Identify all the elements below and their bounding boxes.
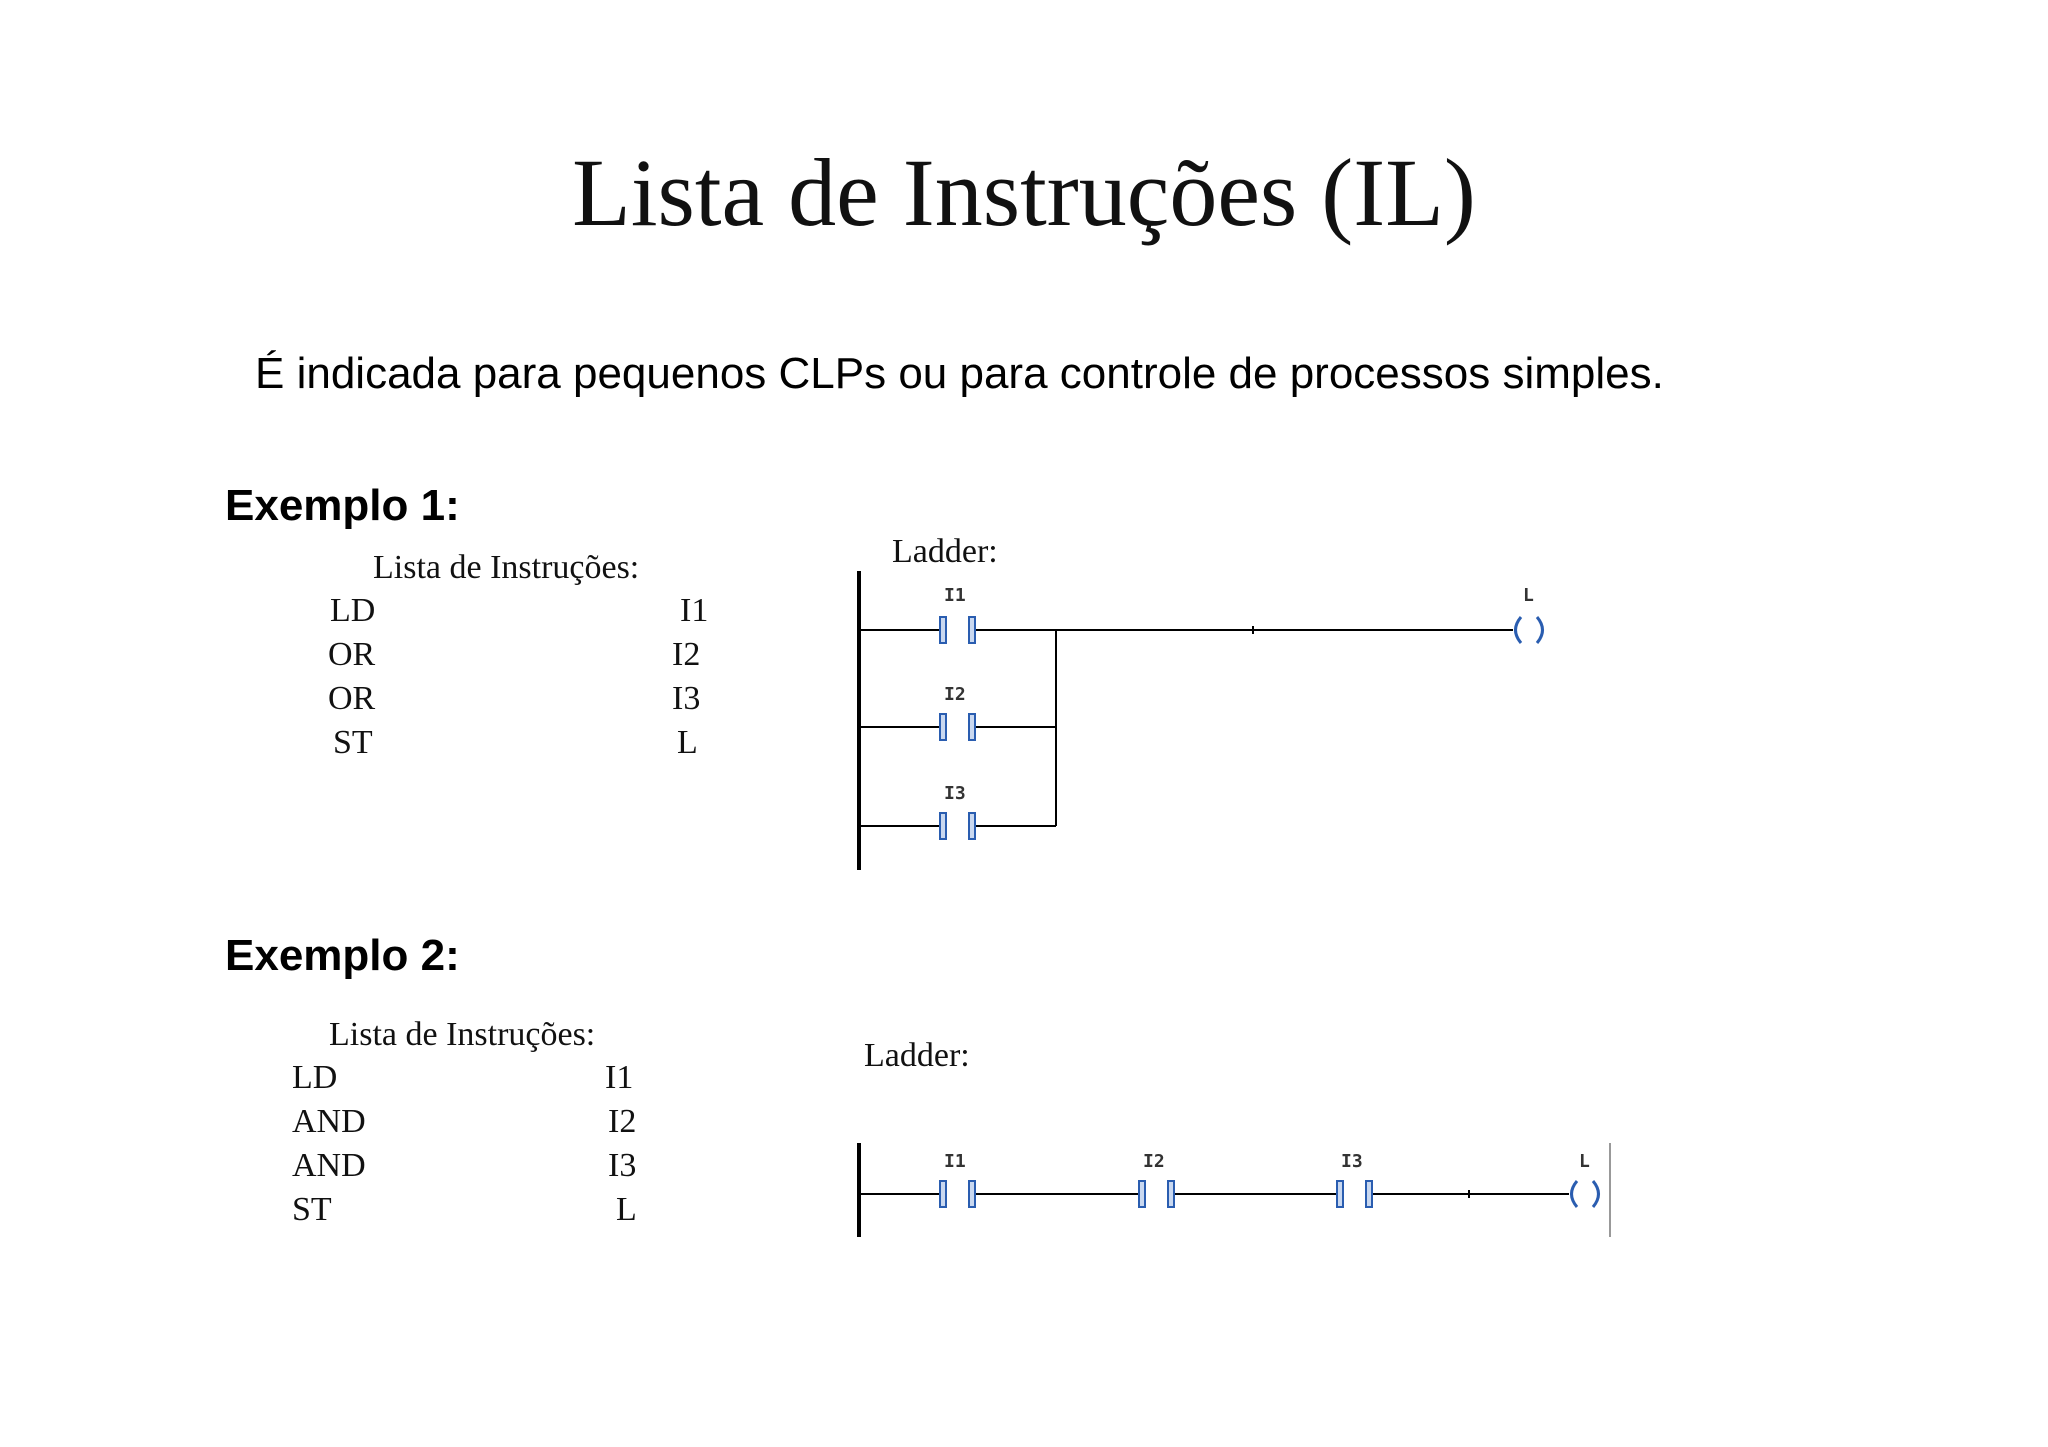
- ladder-2-contact-i2: [1139, 1181, 1174, 1207]
- ladder-2-tag-i3: I3: [1341, 1151, 1363, 1172]
- example-2-op-1: LD: [292, 1059, 338, 1096]
- example-2-operand-4: L: [616, 1191, 637, 1228]
- example-2-ladder-label: Ladder:: [864, 1037, 970, 1074]
- example-2-il-heading: Lista de Instruções:: [329, 1016, 596, 1053]
- example-2-op-4: ST: [292, 1191, 332, 1228]
- ladder-2-tag-i1: I1: [944, 1151, 966, 1172]
- example-2-operand-3: I3: [608, 1147, 637, 1184]
- example-1-op-1: LD: [330, 592, 376, 629]
- example-1-operand-1: I1: [680, 592, 709, 629]
- ladder-2-coil-l: [1572, 1181, 1599, 1207]
- example-2-op-3: AND: [292, 1147, 366, 1184]
- example-1-operand-4: L: [677, 724, 698, 761]
- example-1-op-3: OR: [328, 680, 376, 717]
- example-1-ladder-label: Ladder:: [892, 533, 998, 570]
- example-1-op-2: OR: [328, 636, 376, 673]
- example-2-operand-1: I1: [605, 1059, 634, 1096]
- example-1-operand-2: I2: [672, 636, 701, 673]
- example-1-op-4: ST: [333, 724, 373, 761]
- ladder-2-contact-i1: [940, 1181, 975, 1207]
- example-2-op-2: AND: [292, 1103, 366, 1140]
- ladder-2-tag-i2: I2: [1143, 1151, 1165, 1172]
- ladder-1-tag-i2: I2: [944, 684, 966, 705]
- ladder-2-tag-l: L: [1579, 1151, 1590, 1172]
- ladder-1-tag-l: L: [1523, 585, 1534, 606]
- subtitle: É indicada para pequenos CLPs ou para controle de processos simples.: [255, 349, 1664, 398]
- example-2-operand-2: I2: [608, 1103, 637, 1140]
- example-2-heading: Exemplo 2:: [225, 931, 460, 980]
- ladder-2-contact-i3: [1337, 1181, 1372, 1207]
- ladder-1-tag-i1: I1: [944, 585, 966, 606]
- example-1-operand-3: I3: [672, 680, 701, 717]
- ladder-1-tag-i3: I3: [944, 783, 966, 804]
- example-1-heading: Exemplo 1:: [225, 481, 460, 530]
- example-1-il-heading: Lista de Instruções:: [373, 549, 640, 586]
- page-title: Lista de Instruções (IL): [572, 139, 1476, 246]
